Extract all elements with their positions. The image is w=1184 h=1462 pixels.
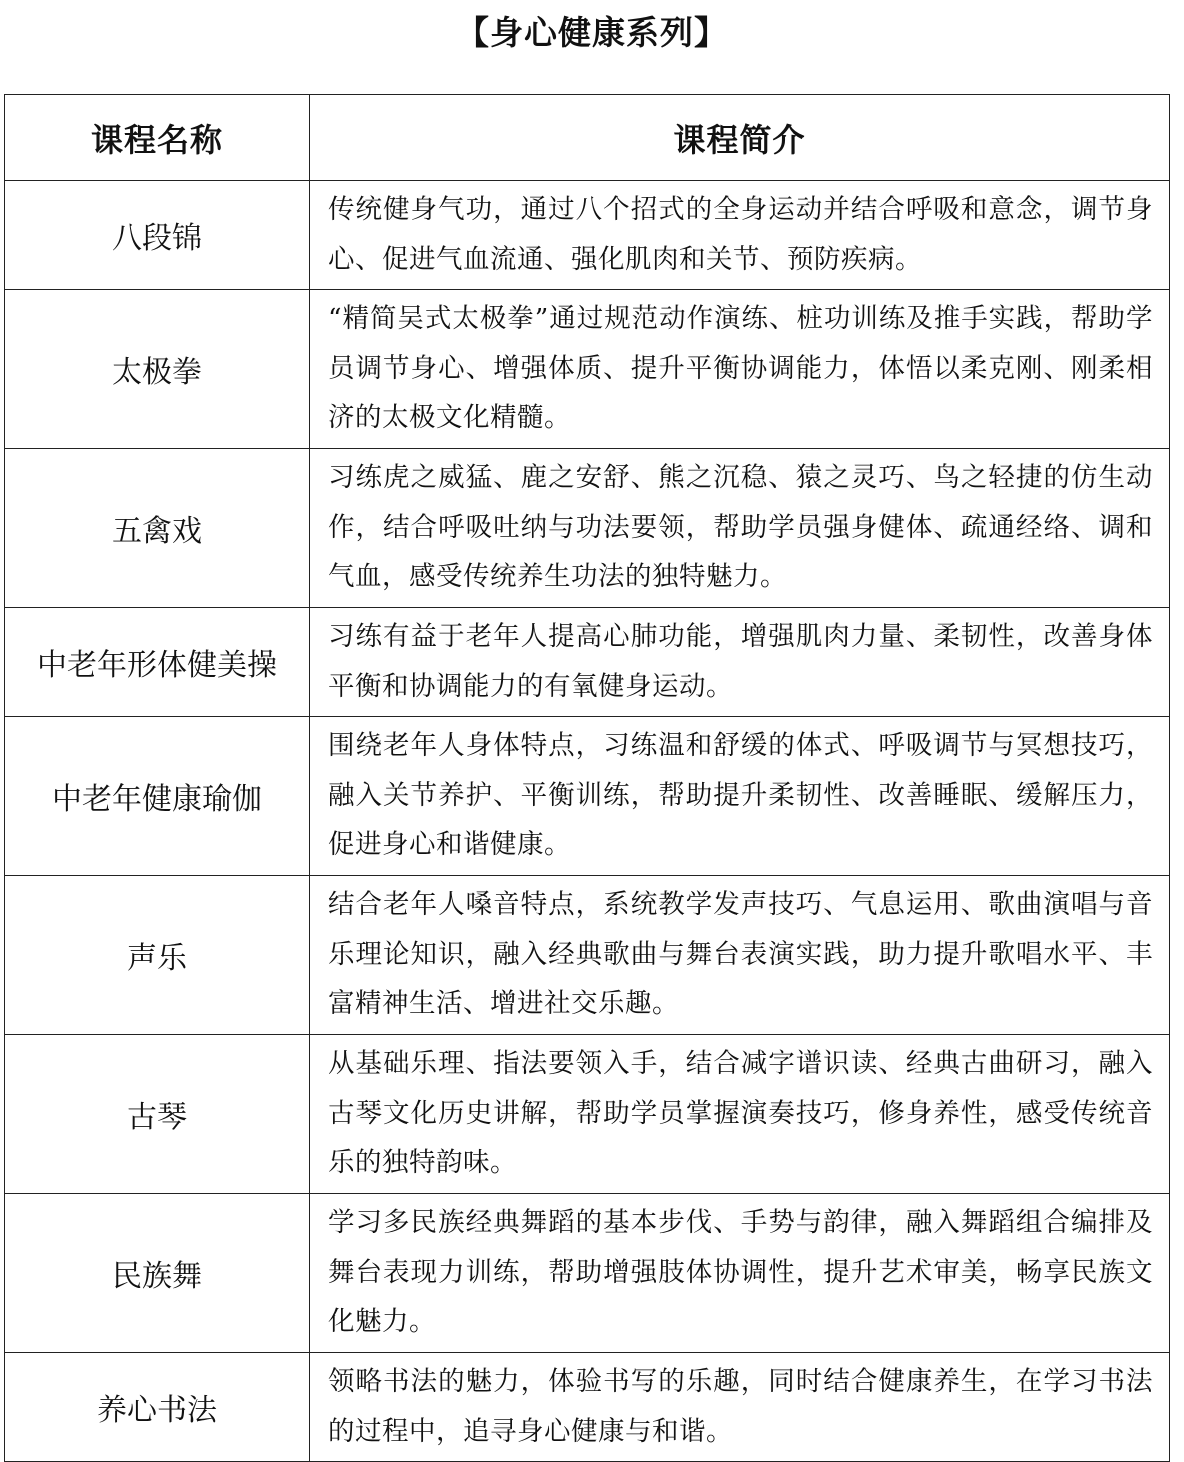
course-desc-cell: 从基础乐理、指法要领入手，结合减字谱识读、经典古曲研习，融入古琴文化历史讲解，帮助学员掌握演奏技巧，修身养性，感受传统音乐的独特韵味。 (310, 1035, 1170, 1194)
course-desc-cell: 领略书法的魅力，体验书写的乐趣，同时结合健康养生，在学习书法的过程中，追寻身心健康与和谐。 (310, 1353, 1170, 1462)
column-header-course-intro: 课程简介 (310, 95, 1170, 181)
table-row (5, 717, 1170, 876)
column-header-course-name: 课程名称 (5, 95, 310, 181)
course-desc-cell: 习练虎之威猛、鹿之安舒、熊之沉稳、猿之灵巧、鸟之轻捷的仿生动作，结合呼吸吐纳与功法要领，帮助学员强身健体、疏通经络、调和气血，感受传统养生功法的独特魅力。 (310, 449, 1170, 608)
table-row (5, 876, 1170, 1035)
course-name-cell: 声乐 (5, 876, 310, 1035)
course-name-cell: 五禽戏 (5, 449, 310, 608)
table-row (5, 449, 1170, 608)
course-desc-cell: 学习多民族经典舞蹈的基本步伐、手势与韵律，融入舞蹈组合编排及舞台表现力训练，帮助增强肢体协调性，提升艺术审美，畅享民族文化魅力。 (310, 1194, 1170, 1353)
table-header-row (5, 95, 1170, 181)
course-desc-cell: 习练有益于老年人提高心肺功能，增强肌肉力量、柔韧性，改善身体平衡和协调能力的有氧健身运动。 (310, 608, 1170, 717)
course-table (4, 94, 1170, 1462)
table-row (5, 1353, 1170, 1462)
course-name-cell: 中老年形体健美操 (5, 608, 310, 717)
course-desc-cell: 结合老年人嗓音特点，系统教学发声技巧、气息运用、歌曲演唱与音乐理论知识，融入经典歌曲与舞台表演实践，助力提升歌唱水平、丰富精神生活、增进社交乐趣。 (310, 876, 1170, 1035)
table-row (5, 181, 1170, 290)
course-name-cell: 古琴 (5, 1035, 310, 1194)
course-name-cell: 民族舞 (5, 1194, 310, 1353)
page-title: 【身心健康系列】 (456, 13, 728, 52)
course-desc-cell: 传统健身气功，通过八个招式的全身运动并结合呼吸和意念，调节身心、促进气血流通、强化肌肉和关节、预防疾病。 (310, 181, 1170, 290)
table-row (5, 1194, 1170, 1353)
course-desc-cell: “精简吴式太极拳”通过规范动作演练、桩功训练及推手实践，帮助学员调节身心、增强体质、提升平衡协调能力，体悟以柔克刚、刚柔相济的太极文化精髓。 (310, 290, 1170, 449)
table-row (5, 1035, 1170, 1194)
course-desc-cell: 围绕老年人身体特点，习练温和舒缓的体式、呼吸调节与冥想技巧，融入关节养护、平衡训练，帮助提升柔韧性、改善睡眠、缓解压力，促进身心和谐健康。 (310, 717, 1170, 876)
course-name-cell: 中老年健康瑜伽 (5, 717, 310, 876)
course-name-cell: 八段锦 (5, 181, 310, 290)
course-name-cell: 养心书法 (5, 1353, 310, 1462)
course-name-cell: 太极拳 (5, 290, 310, 449)
table-row (5, 290, 1170, 449)
table-row (5, 608, 1170, 717)
